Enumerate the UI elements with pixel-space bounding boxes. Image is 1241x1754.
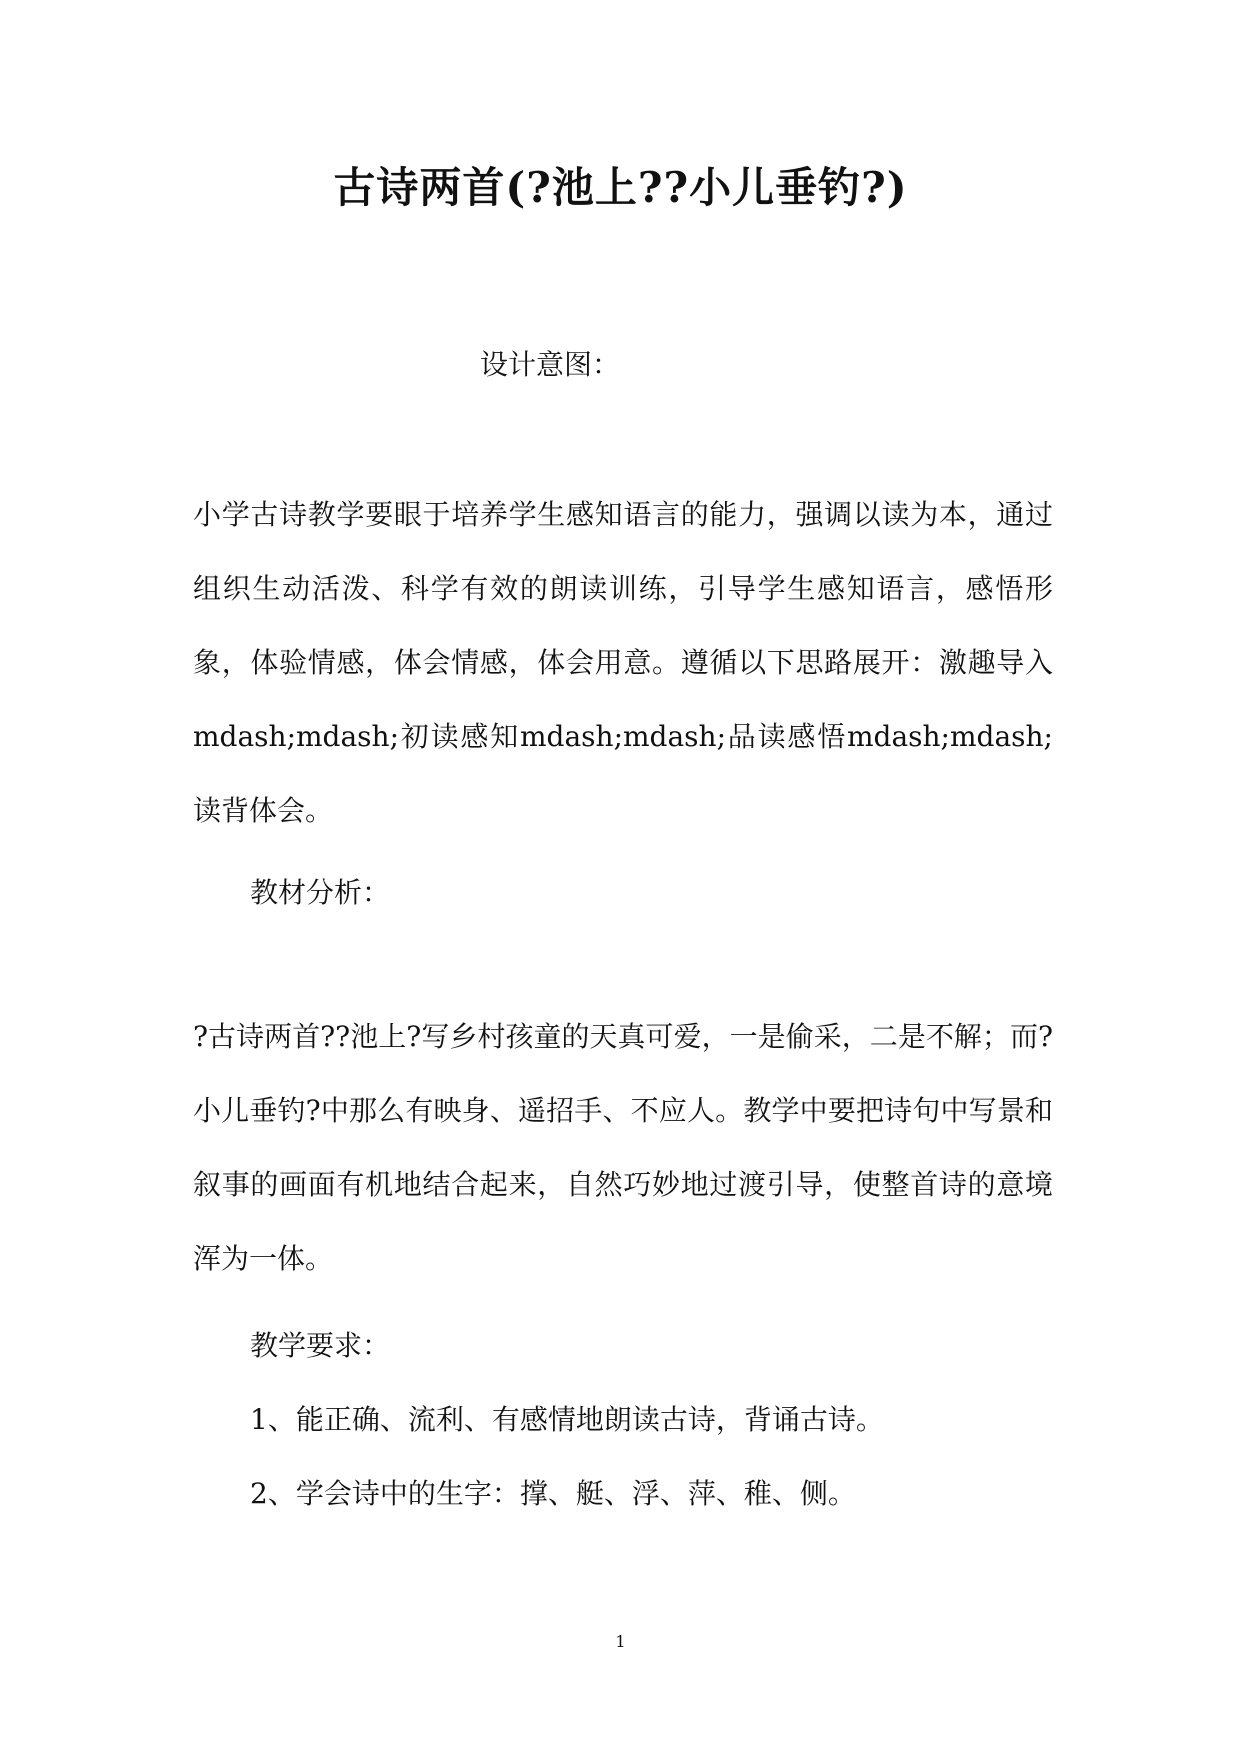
- requirement-item: 2、学会诗中的生字：撑、艇、浮、萍、稚、侧。: [250, 1477, 856, 1510]
- page-number: 1: [615, 1632, 626, 1651]
- design-intent-paragraph: 小学古诗教学要眼于培养学生感知语言的能力，强调以读为本，通过组织生动活泼、科学有效的朗读训练，引导学生感知语言，感悟形象，体验情感，体会情感，体会用意。遵循以下思路展开：激趣导入mdash;mdash;初读感知mdash;mdash;品读感悟mdash;mdash;读背体会。: [193, 498, 1053, 827]
- requirement-item: 1、能正确、流利、有感情地朗读古诗，背诵古诗。: [250, 1403, 884, 1436]
- document-title: 古诗两首(?池上??小儿垂钓?): [333, 163, 908, 212]
- material-analysis-paragraph: ?古诗两首??池上?写乡村孩童的天真可爱，一是偷采，二是不解；而?小儿垂钓?中那么有映身、遥招手、不应人。教学中要把诗句中写景和叙事的画面有机地结合起来，自然巧妙地过渡引导，使整首诗的意境浑为一体。: [193, 1020, 1053, 1275]
- material-analysis-heading: 教材分析：: [250, 876, 391, 909]
- design-intent-heading: 设计意图：: [480, 348, 621, 381]
- teaching-requirements-heading: 教学要求：: [250, 1329, 391, 1362]
